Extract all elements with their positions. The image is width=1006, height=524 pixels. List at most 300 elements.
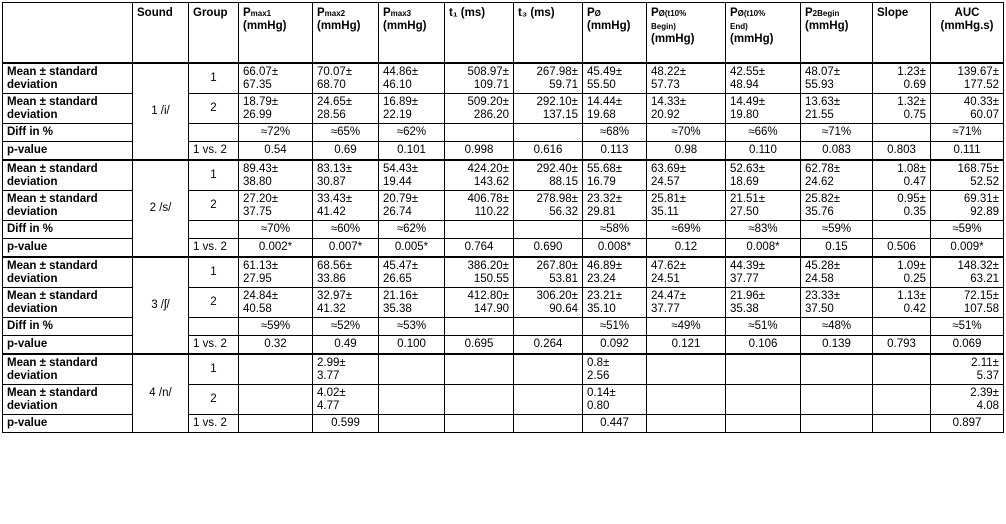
row-label [3,385,133,415]
p2begin-cell [801,385,873,415]
header-pmax1-main: P [243,7,251,19]
sound-cell: 4 /n/ [133,354,189,433]
pend-cell: 0.106 [726,336,801,355]
value-mean: 14.49± [730,95,766,108]
value-mean: 1.13± [897,289,926,302]
value-sd: 24.57 [651,175,680,188]
t1-cell [445,221,514,239]
pbegin-cell: ≈49% [647,318,726,336]
pmax1-cell [239,63,313,94]
p2begin-cell [801,63,873,94]
pmax3-cell: ≈53% [379,318,445,336]
header-t3: t₃ (ms) [514,3,583,64]
value-sd: 46.10 [383,78,412,91]
t1-cell [445,124,514,142]
value-sd: 52.52 [970,175,999,188]
value-mean: 27.20± [243,192,279,205]
pavg-cell [583,354,647,385]
pmax3-cell [379,288,445,318]
pavg-cell: 0.447 [583,415,647,433]
value-mean: 24.84± [243,289,279,302]
value-sd: 27.50 [730,205,759,218]
header-pmax2 [313,3,379,64]
auc-cell [931,257,1004,288]
pmax2-cell: ≈60% [313,221,379,239]
value-mean: 20.79± [383,192,419,205]
pmax3-cell [379,94,445,124]
header-pbegin-main: P [651,7,659,19]
value-mean: 46.89± [587,259,623,272]
value-sd: 24.62 [805,175,834,188]
t3-cell [514,63,583,94]
header-pend-unit: (mmHg) [730,33,774,45]
value-sd: 37.77 [651,302,680,315]
group-cell [189,221,239,239]
value-mean: 48.07± [805,65,841,78]
value-mean: 48.22± [651,65,687,78]
row-label [3,288,133,318]
auc-cell [931,191,1004,221]
value-sd: 67.35 [243,78,272,91]
value-mean: 23.32± [587,192,623,205]
pavg-cell [583,94,647,124]
value-sd: 150.55 [473,272,509,285]
value-sd: 3.77 [317,369,340,382]
header-p2begin-sub: 2Begin [812,9,840,18]
pavg-cell: 0.008* [583,239,647,258]
value-mean: 21.16± [383,289,419,302]
group-cell: 1 [189,160,239,191]
value-mean: 168.75± [957,162,999,175]
value-mean: 45.28± [805,259,841,272]
pmax3-cell [379,63,445,94]
value-sd: 88.15 [549,175,578,188]
t3-cell [514,221,583,239]
header-pmax1-sub: max1 [250,9,272,18]
value-mean: 386.20± [467,259,509,272]
value-mean: 24.47± [651,289,687,302]
value-sd: 38.80 [243,175,272,188]
header-pmax3-unit: (mmHg) [383,20,427,32]
value-sd: 19.68 [587,108,616,121]
row-label-line2: deviation [7,302,58,315]
slope-cell [873,191,931,221]
auc-cell [931,288,1004,318]
value-mean: 2.39± [970,386,999,399]
value-sd: 53.81 [549,272,578,285]
pbegin-cell [647,385,726,415]
value-sd: 110.22 [474,205,509,218]
pmax2-cell [313,63,379,94]
pavg-cell [583,257,647,288]
t3-cell: 0.690 [514,239,583,258]
row-label: Diff in % [3,221,133,239]
pmax1-cell [239,257,313,288]
value-sd: 35.11 [651,205,679,218]
value-mean: 32.97± [317,289,353,302]
value-sd: 41.32 [317,302,346,315]
row-label: Diff in % [3,124,133,142]
value-mean: 52.63± [730,162,766,175]
pmax3-cell [379,257,445,288]
value-sd: 0.47 [903,175,926,188]
value-sd: 48.94 [730,78,759,91]
sound-block [3,63,1004,160]
value-mean: 0.14± [587,386,616,399]
value-mean: 1.32± [897,95,926,108]
row-label [3,354,133,385]
value-sd: 20.92 [651,108,680,121]
t3-cell [514,124,583,142]
t1-cell [445,415,514,433]
pend-cell [726,354,801,385]
value-mean: 139.67± [957,65,999,78]
group-cell [189,124,239,142]
results-table [2,2,1004,433]
value-mean: 18.79± [243,95,279,108]
pmax2-cell: ≈52% [313,318,379,336]
pmax2-cell: ≈65% [313,124,379,142]
value-sd: 26.74 [383,205,412,218]
pmax1-cell: ≈70% [239,221,313,239]
value-mean: 72.15± [963,289,999,302]
pmax3-cell: 0.101 [379,142,445,161]
pavg-cell [583,63,647,94]
value-sd: 109.71 [473,78,509,91]
auc-cell [931,63,1004,94]
row-label [3,63,133,94]
t1-cell [445,288,514,318]
header-sound: Sound [133,3,189,64]
value-sd: 0.80 [587,399,610,412]
header-p2begin-unit: (mmHg) [805,20,849,32]
value-sd: 33.86 [317,272,346,285]
value-sd: 35.10 [587,302,616,315]
value-sd: 55.50 [587,78,616,91]
pmax2-cell [313,160,379,191]
pavg-cell [583,160,647,191]
auc-cell [931,160,1004,191]
row-label-line2: deviation [7,272,58,285]
row-label-line2: deviation [7,175,58,188]
value-mean: 40.33± [963,95,999,108]
value-mean: 47.62± [651,259,687,272]
auc-cell: 0.069 [931,336,1004,355]
header-pavg-unit: (mmHg) [587,20,631,32]
value-mean: 508.97± [467,65,509,78]
value-mean: 83.13± [317,162,353,175]
row-label-line1: Mean ± standard [7,289,98,302]
value-mean: 62.78± [805,162,841,175]
value-sd: 35.38 [383,302,412,315]
auc-cell: 0.111 [931,142,1004,161]
table-row [3,354,1004,385]
pavg-cell: 0.092 [583,336,647,355]
pmax1-cell: ≈59% [239,318,313,336]
row-label [3,191,133,221]
value-mean: 61.13± [243,259,279,272]
value-mean: 412.80± [467,289,509,302]
auc-cell [931,94,1004,124]
pavg-cell: ≈58% [583,221,647,239]
slope-cell [873,354,931,385]
row-label: p-value [3,142,133,161]
pmax2-cell: 0.69 [313,142,379,161]
row-label-line1: Mean ± standard [7,259,98,272]
pbegin-cell [647,288,726,318]
value-sd: 59.71 [549,78,578,91]
value-sd: 24.51 [651,272,680,285]
row-label [3,94,133,124]
value-sd: 60.07 [970,108,999,121]
t1-cell [445,354,514,385]
value-mean: 89.43± [243,162,279,175]
slope-cell [873,385,931,415]
t3-cell [514,257,583,288]
t3-cell [514,94,583,124]
header-p2begin [801,3,873,64]
pmax3-cell [379,354,445,385]
p2begin-cell: 0.139 [801,336,873,355]
pbegin-cell [647,63,726,94]
value-sd: 35.76 [805,205,834,218]
pmax1-cell: ≈72% [239,124,313,142]
value-sd: 92.89 [970,205,999,218]
t3-cell: 0.616 [514,142,583,161]
pmax2-cell: 0.007* [313,239,379,258]
group-cell: 1 [189,63,239,94]
value-mean: 68.56± [317,259,353,272]
value-mean: 21.51± [730,192,766,205]
group-cell: 1 vs. 2 [189,336,239,355]
row-label-line2: deviation [7,205,58,218]
header-pmax2-unit: (mmHg) [317,20,361,32]
pend-cell: 0.008* [726,239,801,258]
p2begin-cell: ≈59% [801,221,873,239]
pmax1-cell: 0.54 [239,142,313,161]
t3-cell [514,191,583,221]
table-row [3,257,1004,288]
t3-cell [514,354,583,385]
pmax1-cell [239,385,313,415]
p2begin-cell: 0.15 [801,239,873,258]
header-pend-sub: Ø(t10% [737,9,766,18]
pmax1-cell [239,288,313,318]
value-sd: 37.50 [805,302,834,315]
value-mean: 25.81± [651,192,687,205]
p2begin-cell [801,94,873,124]
slope-cell [873,160,931,191]
header-pmax2-sub: max2 [324,9,346,18]
value-mean: 16.89± [383,95,419,108]
header-t1: t₁ (ms) [445,3,514,64]
auc-cell: 0.897 [931,415,1004,433]
value-mean: 424.20± [467,162,509,175]
header-slope: Slope [873,3,931,64]
header-pmax3-sub: max3 [390,9,412,18]
slope-cell [873,63,931,94]
value-sd: 2.56 [587,369,610,382]
header-pmax2-main: P [317,7,325,19]
value-mean: 54.43± [383,162,419,175]
value-mean: 44.39± [730,259,766,272]
pend-cell: 0.110 [726,142,801,161]
header-pend-main: P [730,7,738,19]
value-sd: 5.37 [976,369,999,382]
value-sd: 107.58 [963,302,999,315]
sound-cell: 3 /ʃ/ [133,257,189,354]
pmax3-cell: 0.005* [379,239,445,258]
pbegin-cell: 0.121 [647,336,726,355]
row-label-line1: Mean ± standard [7,162,98,175]
p2begin-cell [801,257,873,288]
pend-cell: ≈66% [726,124,801,142]
p2begin-cell [801,160,873,191]
value-sd: 137.15 [542,108,578,121]
pmax2-cell [313,257,379,288]
slope-cell [873,124,931,142]
header-pend-sub2: End) [730,22,748,31]
auc-cell: ≈51% [931,318,1004,336]
t3-cell [514,318,583,336]
value-mean: 4.02± [317,386,346,399]
header-pavg [583,3,647,64]
value-mean: 44.86± [383,65,419,78]
value-mean: 14.33± [651,95,687,108]
slope-cell [873,221,931,239]
pbegin-cell [647,354,726,385]
value-sd: 18.69 [730,175,759,188]
pend-cell [726,94,801,124]
slope-cell [873,94,931,124]
pmax3-cell [379,415,445,433]
pend-cell [726,288,801,318]
slope-cell [873,415,931,433]
group-cell [189,318,239,336]
pavg-cell: ≈51% [583,318,647,336]
value-sd: 16.79 [587,175,616,188]
sound-cell: 1 /i/ [133,63,189,160]
auc-cell [931,385,1004,415]
slope-cell [873,257,931,288]
value-sd: 27.95 [243,272,272,285]
pmax1-cell: 0.32 [239,336,313,355]
t1-cell [445,191,514,221]
t1-cell: 0.695 [445,336,514,355]
pend-cell [726,160,801,191]
p2begin-cell [801,191,873,221]
value-mean: 45.47± [383,259,419,272]
value-mean: 148.32± [957,259,999,272]
value-sd: 22.19 [383,108,412,121]
value-sd: 0.69 [903,78,926,91]
table-row [3,63,1004,94]
value-sd: 68.70 [317,78,346,91]
value-mean: 2.99± [317,356,346,369]
pmax3-cell: ≈62% [379,124,445,142]
sound-block [3,160,1004,257]
pmax2-cell [313,385,379,415]
value-sd: 26.65 [383,272,412,285]
value-sd: 28.56 [317,108,346,121]
value-sd: 143.62 [473,175,509,188]
row-label-line1: Mean ± standard [7,95,98,108]
header-pend [726,3,801,64]
value-sd: 4.77 [317,399,340,412]
pmax2-cell [313,94,379,124]
pend-cell: ≈51% [726,318,801,336]
value-mean: 55.68± [587,162,623,175]
header-pmax1-unit: (mmHg) [243,20,287,32]
header-pavg-sub: Ø [594,9,601,18]
pbegin-cell: 0.98 [647,142,726,161]
pmax1-cell [239,94,313,124]
pmax3-cell [379,191,445,221]
value-sd: 41.42 [317,205,346,218]
value-sd: 56.32 [549,205,578,218]
row-label: p-value [3,239,133,258]
pmax1-cell [239,191,313,221]
group-cell: 2 [189,94,239,124]
value-mean: 33.43± [317,192,353,205]
pend-cell [726,191,801,221]
pmax2-cell [313,288,379,318]
value-sd: 19.44 [383,175,412,188]
header-auc-main: AUC [954,7,980,19]
pend-cell [726,385,801,415]
pavg-cell: 0.113 [583,142,647,161]
t1-cell [445,63,514,94]
pmax2-cell [313,191,379,221]
t1-cell [445,385,514,415]
header-pbegin-sub2: Begin) [651,22,676,31]
value-mean: 70.07± [317,65,353,78]
value-sd: 90.64 [549,302,578,315]
value-sd: 0.42 [903,302,926,315]
slope-cell: 0.803 [873,142,931,161]
pend-cell [726,415,801,433]
pmax1-cell [239,415,313,433]
value-mean: 24.65± [317,95,353,108]
row-label [3,160,133,191]
value-mean: 267.98± [536,65,578,78]
value-mean: 1.09± [897,259,926,272]
t1-cell [445,160,514,191]
value-sd: 30.87 [317,175,346,188]
value-mean: 23.33± [805,289,841,302]
row-label: Diff in % [3,318,133,336]
t1-cell: 0.764 [445,239,514,258]
t3-cell [514,415,583,433]
value-sd: 40.58 [243,302,272,315]
value-mean: 45.49± [587,65,623,78]
value-mean: 306.20± [536,289,578,302]
value-mean: 292.10± [536,95,578,108]
value-mean: 1.08± [897,162,926,175]
pmax3-cell: ≈62% [379,221,445,239]
row-label-line2: deviation [7,108,58,121]
auc-cell [931,354,1004,385]
pbegin-cell [647,257,726,288]
pmax1-cell [239,160,313,191]
value-sd: 37.77 [730,272,759,285]
group-cell: 2 [189,288,239,318]
t3-cell [514,385,583,415]
value-mean: 66.07± [243,65,279,78]
row-label-line2: deviation [7,399,58,412]
pmax3-cell [379,385,445,415]
header-pbegin-unit: (mmHg) [651,33,695,45]
